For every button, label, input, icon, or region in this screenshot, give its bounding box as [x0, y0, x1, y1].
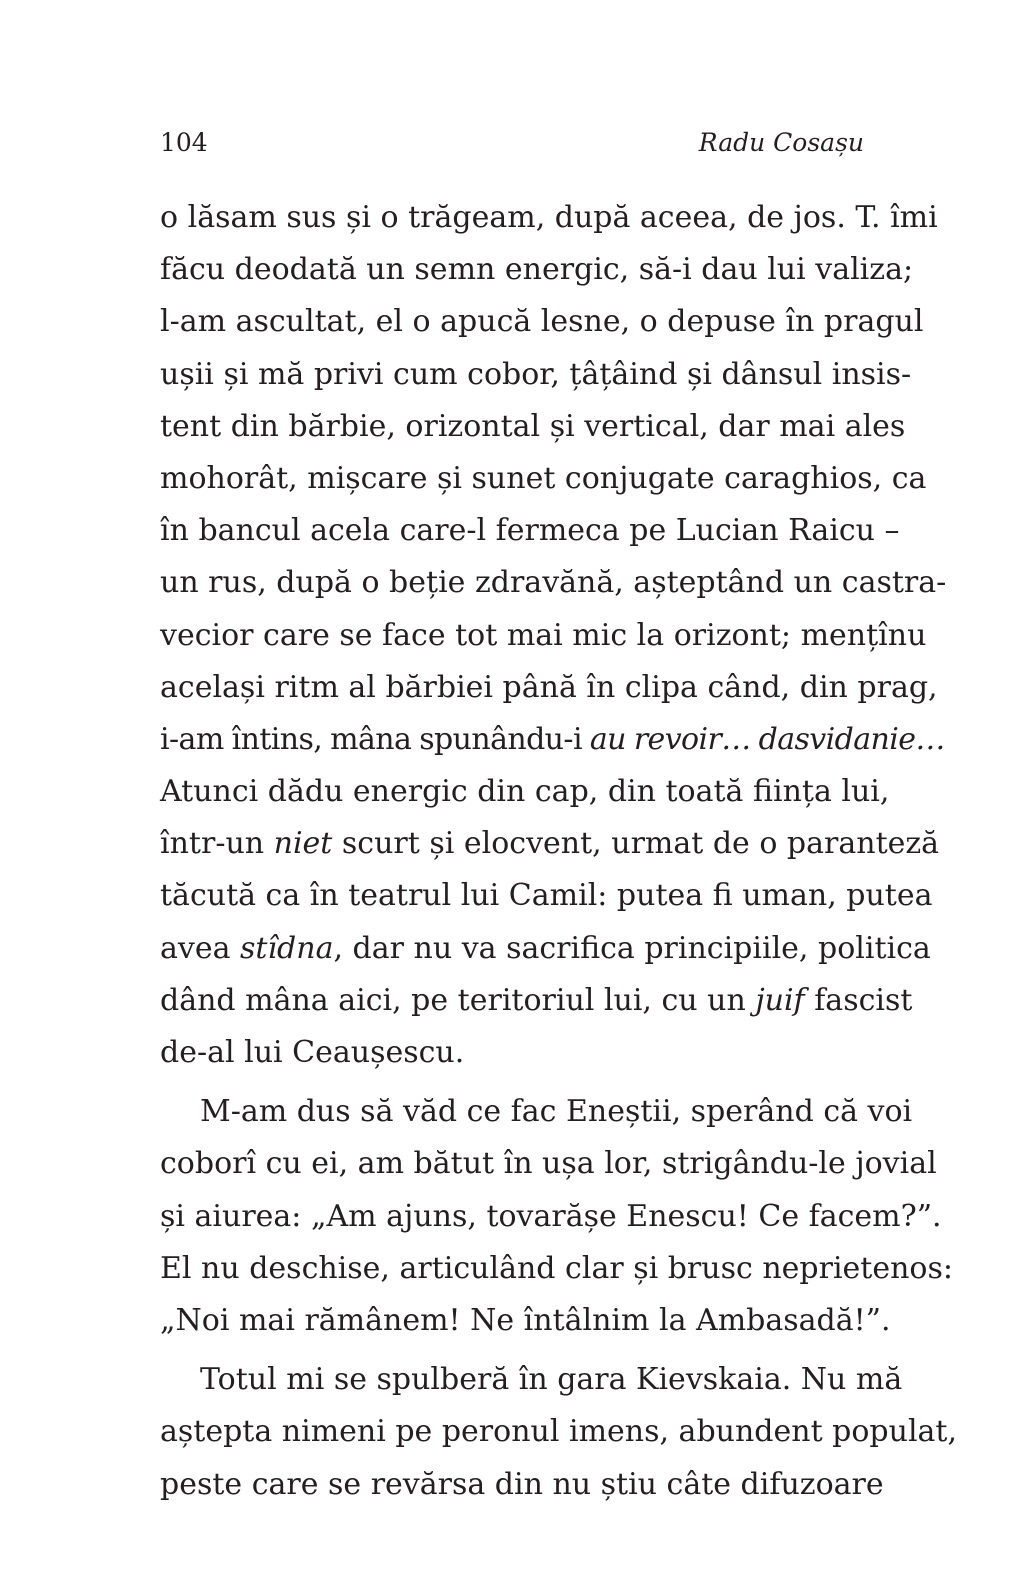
text-line [160, 818, 940, 870]
text-run: , dar nu va sacrifica principiile, politica [333, 930, 931, 966]
italic-word: stîdna [240, 930, 334, 966]
text-line: făcu deodată un semn energic, să-i dau lui valiza; [160, 252, 914, 288]
text-run: i-am întins, mâna spunându-i [160, 721, 590, 757]
text-line: același ritm al bărbiei până în clipa când, din prag, [160, 669, 938, 705]
paragraph-3 [160, 1354, 958, 1511]
text-line: Totul mi se spulberă în gara Kievskaia. Nu mă [200, 1362, 903, 1398]
text-line: de-al lui Ceaușescu. [160, 1035, 465, 1070]
text-line: Atunci dădu energic din cap, din toată ființa lui, [160, 774, 890, 810]
text-line [160, 714, 945, 766]
text-line: și aiurea: „Am ajuns, tovarășe Enescu! Ce facem?”. [160, 1198, 942, 1234]
text-line: aștepta nimeni pe peronul imens, abundent populat, [160, 1414, 958, 1450]
text-line: El nu deschise, articulând clar și brusc neprietenos: [160, 1250, 953, 1286]
text-line: în bancul acela care-l fermeca pe Lucian Raicu – [160, 513, 900, 549]
text-line: ușii și mă privi cum cobor, țâțâind și dânsul insis- [160, 356, 912, 392]
text-line: vecior care se face tot mai mic la orizont; mențînu [160, 617, 927, 653]
running-head-author: Radu Cosașu [698, 128, 864, 157]
text-line: peste care se revărsa din nu știu câte difuzoare [160, 1466, 884, 1502]
italic-word: niet [273, 826, 333, 862]
text-line: un rus, după o beție zdravănă, așteptând un castra- [160, 565, 947, 601]
paragraph-1 [160, 192, 947, 1079]
text-line [160, 923, 931, 975]
page-header [160, 126, 864, 160]
text-run: avea [160, 930, 241, 966]
text-line: tăcută ca în teatrul lui Camil: putea fi uman, putea [160, 878, 933, 914]
text-line: M-am dus să văd ce fac Eneștii, sperând că voi [200, 1094, 913, 1130]
page-number: 104 [160, 128, 208, 157]
text-line: mohorât, mișcare și sunet conjugate caraghios, ca [160, 460, 927, 496]
text-line: tent din bărbie, orizontal și vertical, dar mai ales [160, 408, 906, 444]
text-run: fascist [804, 982, 913, 1018]
italic-word: juif [755, 982, 805, 1018]
text-line: „Noi mai rămânem! Ne întâlnim la Ambasadă!”. [160, 1302, 891, 1338]
body-text [160, 192, 958, 1511]
text-run: dând mâna aici, pe teritoriul lui, cu un [160, 982, 756, 1018]
text-run: într-un [160, 826, 274, 862]
paragraph-2 [160, 1086, 953, 1347]
text-run: scurt și elocvent, urmat de o paranteză [332, 826, 940, 862]
text-line: coborî cu ei, am bătut în ușa lor, strigându-le jovial [160, 1146, 937, 1182]
italic-phrase: au revoir… dasvidanie… [589, 721, 945, 757]
text-line [160, 975, 913, 1027]
text-line: o lăsam sus și o trăgeam, după aceea, de jos. T. îmi [160, 200, 938, 235]
text-line: l-am ascultat, el o apucă lesne, o depuse în pragul [160, 304, 924, 340]
